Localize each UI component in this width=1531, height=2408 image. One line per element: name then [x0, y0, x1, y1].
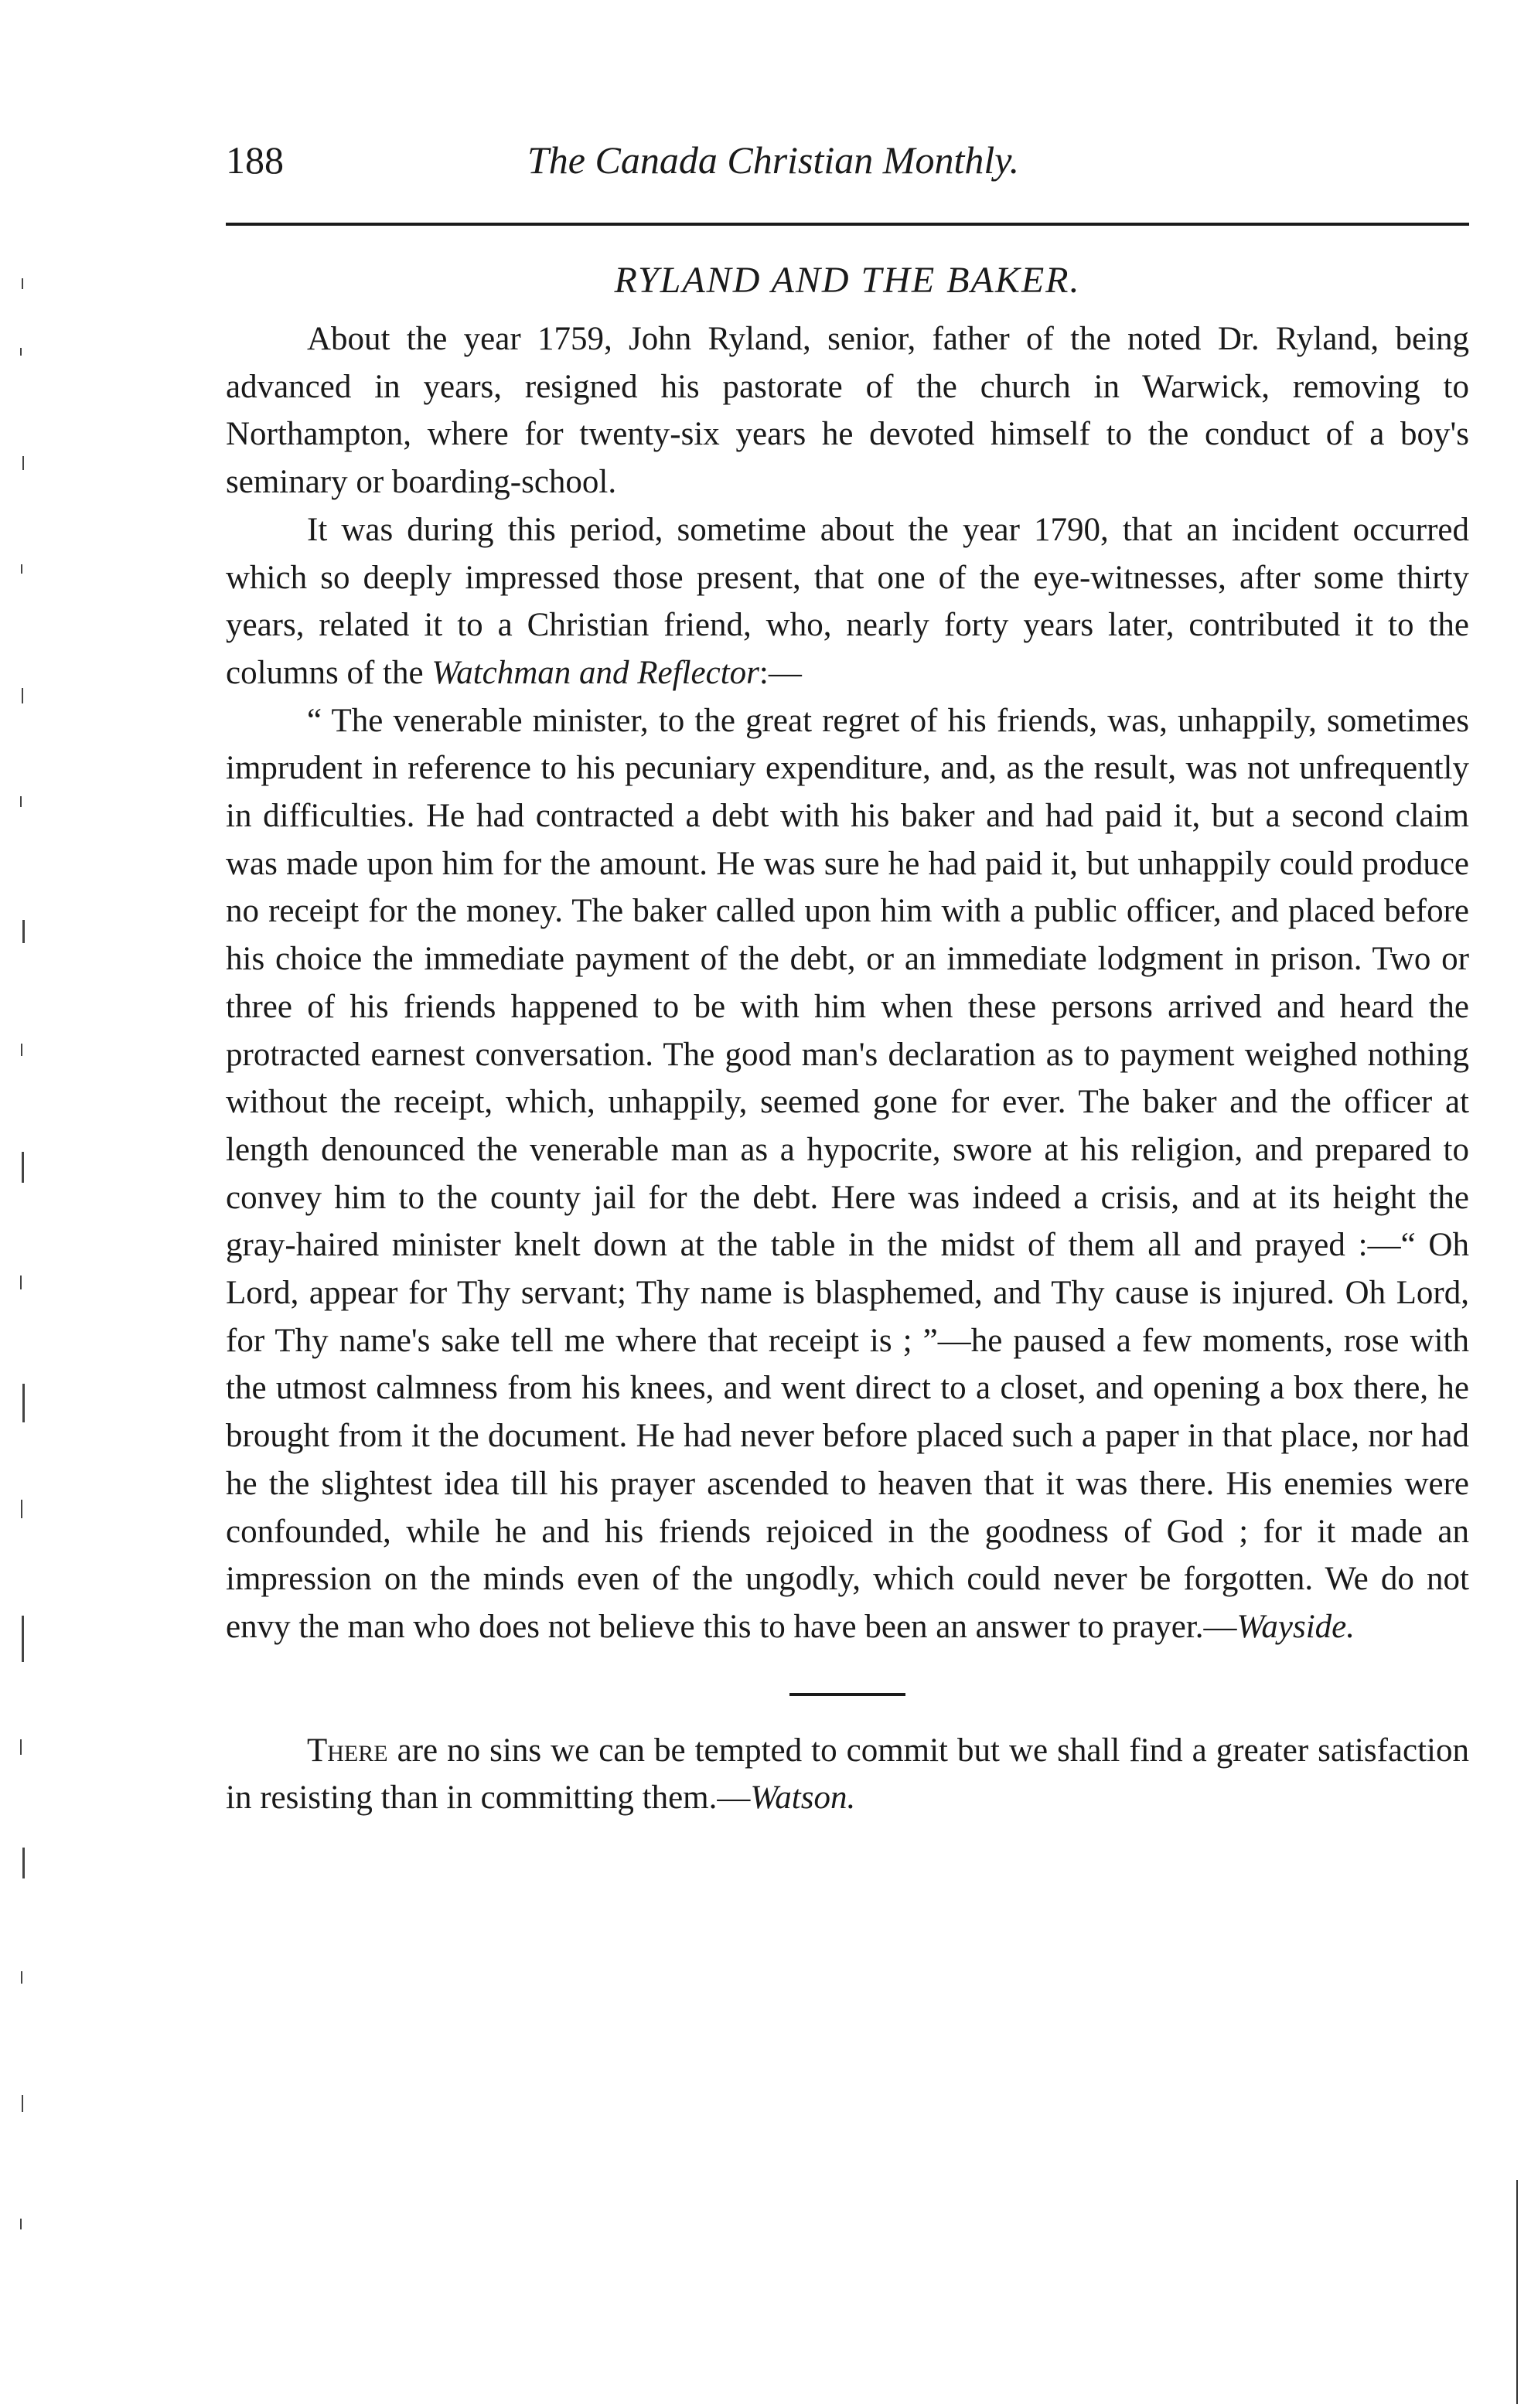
- source-watchman-and-reflector: Watchman and Reflector: [431, 654, 759, 691]
- source-wayside: Wayside.: [1236, 1608, 1355, 1645]
- paragraph-1: About the year 1759, John Ryland, senior, father of the noted Dr. Ryland, being advanced in years, resigned his pastorate of the church in Warwick, removing to Northampton, where for twenty-six years he devoted himself to the conduct of a boy's seminary or boarding-school.: [226, 321, 1469, 501]
- page-header: [226, 138, 1469, 192]
- paragraph-3: [226, 697, 1469, 1651]
- paragraph-2: [226, 506, 1469, 697]
- quote-attribution: Watson.: [750, 1780, 856, 1817]
- quote-text: are no sins we can be tempted to commit but we shall find a greater satisfaction in resisting than in committing them.—: [226, 1732, 1469, 1817]
- paragraph-3-text: “ The venerable minister, to the great regret of his friends, was, unhappily, sometimes imprudent in reference to his pecuniary expenditure, and, as the result, was not unfrequently in difficulties. He had contracted a debt with his baker and had paid it, but a second claim was made upon him for the amount. He was sure he had paid it, but unhappily could produce no receipt for the money. The baker called upon him with a public officer, and placed before his choice the immediate payment of the debt, or an immediate lodgment in prison. Two or three of his friends happened to be with him when these persons arrived and heard the protracted earnest conversation. The good man's declaration as to payment weighed nothing without the receipt, which, unhappily, seemed gone for ever. The baker and the officer at length denounced the venerable man as a hypocrite, swore at his religion, and prepared to convey him to the county jail for the debt. Here was indeed a crisis, and at its height the gray-haired minister knelt down at the table in the midst of them all and prayed :—“ Oh Lord, appear for Thy servant; Thy name is blasphemed, and Thy cause is injured. Oh Lord, for Thy name's sake tell me where that receipt is ; ”—he paused a few moments, rose with the utmost calmness from his knees, and went direct to a closet, and opening a box there, he brought from it the document. He had never before placed such a paper in that place, nor had he the slightest idea till his prayer ascended to heaven that it was there. His enemies were confounded, while he and his friends rejoiced in the goodness of God ; for it made an impression on the minds even of the ungodly, which could never be forgotten. We do not envy the man who does not believe this to have been an answer to prayer.—: [226, 702, 1469, 1645]
- section-separator: [789, 1693, 905, 1696]
- paragraph-2-end: :—: [759, 654, 802, 691]
- closing-quote: [226, 1727, 1469, 1822]
- right-edge-mark: [1514, 2180, 1520, 2404]
- article: [226, 255, 1469, 1822]
- running-title: The Canada Christian Monthly.: [527, 138, 1020, 182]
- page-number: 188: [226, 138, 284, 182]
- quote-lead-word: There: [307, 1732, 388, 1769]
- article-title: RYLAND AND THE BAKER.: [614, 260, 1081, 301]
- binding-edge-marks: [8, 255, 39, 2342]
- paragraph-2-text: It was during this period, sometime about the year 1790, that an incident occurred which so deeply impressed those present, that one of the eye-witnesses, after some thirty years, related it to a Christian friend, who, nearly forty years later, contributed it to the columns of the: [226, 511, 1469, 691]
- header-rule: [226, 223, 1469, 226]
